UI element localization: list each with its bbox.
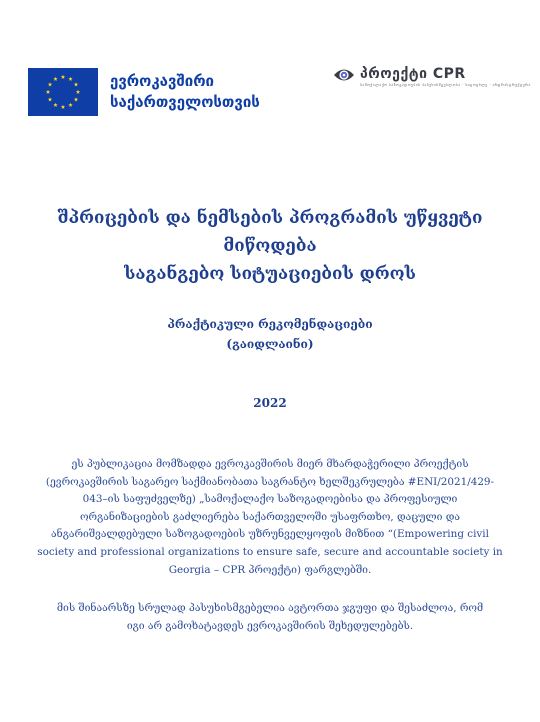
subtitle-line1: პრაქტიკული რეკომენდაციები bbox=[167, 317, 373, 331]
eu-star-icon bbox=[74, 82, 78, 86]
title-line2: საგანგებო სიტუაციების დროს bbox=[124, 264, 416, 284]
paragraph-line: ანგარიშვალდებული საზოგადოების უზრუნველყოფის მიზნით “(Empowering civil bbox=[51, 528, 489, 541]
eu-star-icon bbox=[61, 105, 65, 109]
eu-star-icon bbox=[74, 97, 78, 101]
eu-star-icon bbox=[53, 103, 57, 107]
eu-star-icon bbox=[68, 77, 72, 81]
paragraph-line: ორგანიზაციების გაძლიერება საქართველოში უსაფრთხო, დაცული და bbox=[79, 510, 461, 523]
subtitle-line2: (გაიდლაინი) bbox=[226, 337, 314, 351]
cpr-tagline: სამოქალაქო საზოგადოების პასუხისმგებლობა · სიცოცხლე · ინფრასტრუქტურა bbox=[360, 83, 531, 87]
eu-for-georgia-logo bbox=[28, 68, 260, 116]
eu-star-icon bbox=[68, 103, 72, 107]
responsibility-disclaimer-paragraph bbox=[35, 600, 505, 635]
funding-disclaimer-paragraph bbox=[35, 456, 505, 579]
paragraph-line: 043–ის საფუძველზე) „სამოქალაქო საზოგადოებისა და პროფესიული bbox=[82, 493, 458, 506]
eu-logo-line2: საქართველოსთვის bbox=[110, 93, 260, 111]
eu-star-icon bbox=[46, 90, 50, 94]
eu-star-icon bbox=[53, 77, 57, 81]
eu-logo-line1: ევროკავშირი bbox=[110, 72, 214, 90]
eu-star-icon bbox=[61, 75, 65, 79]
paragraph-line: მის შინაარსზე სრულად პასუხისმგებელია ავტორთა ჯგუფი და შესაძლოა, რომ bbox=[56, 602, 484, 614]
paragraph-line: ეს პუბლიკაცია მომზადდა ევროკავშირის მიერ მხარდაჭერილი პროექტის bbox=[71, 458, 469, 470]
eu-star-icon bbox=[48, 82, 52, 86]
title-line1: შპრიცების და ნემსების პროგრამის უწყვეტი მიწოდება bbox=[57, 208, 483, 256]
eu-flag-icon bbox=[28, 68, 98, 116]
eu-star-icon bbox=[76, 90, 80, 94]
publication-year: 2022 bbox=[253, 396, 287, 410]
eu-star-icon bbox=[48, 97, 52, 101]
paragraph-line: იგი არ გამოხატავდეს ევროკავშირის შეხედულებებს. bbox=[126, 619, 414, 632]
cpr-name: პროექტი CPR bbox=[360, 66, 466, 82]
cpr-eye-icon bbox=[333, 67, 355, 87]
paragraph-line: Georgia – CPR პროექტი) ფარგლებში. bbox=[168, 563, 372, 576]
paragraph-line: society and professional organizations to ensure safe, secure and accountable society in bbox=[37, 545, 503, 558]
eu-logo-text bbox=[110, 71, 260, 113]
paragraph-line: (ევროკავშირის საგარეო საქმიანობათა საგრანტო ხელშეკრულება #ENI/2021/429- bbox=[45, 475, 495, 488]
document-subtitle bbox=[20, 314, 520, 354]
document-title bbox=[20, 204, 520, 288]
cpr-project-logo bbox=[333, 66, 531, 87]
